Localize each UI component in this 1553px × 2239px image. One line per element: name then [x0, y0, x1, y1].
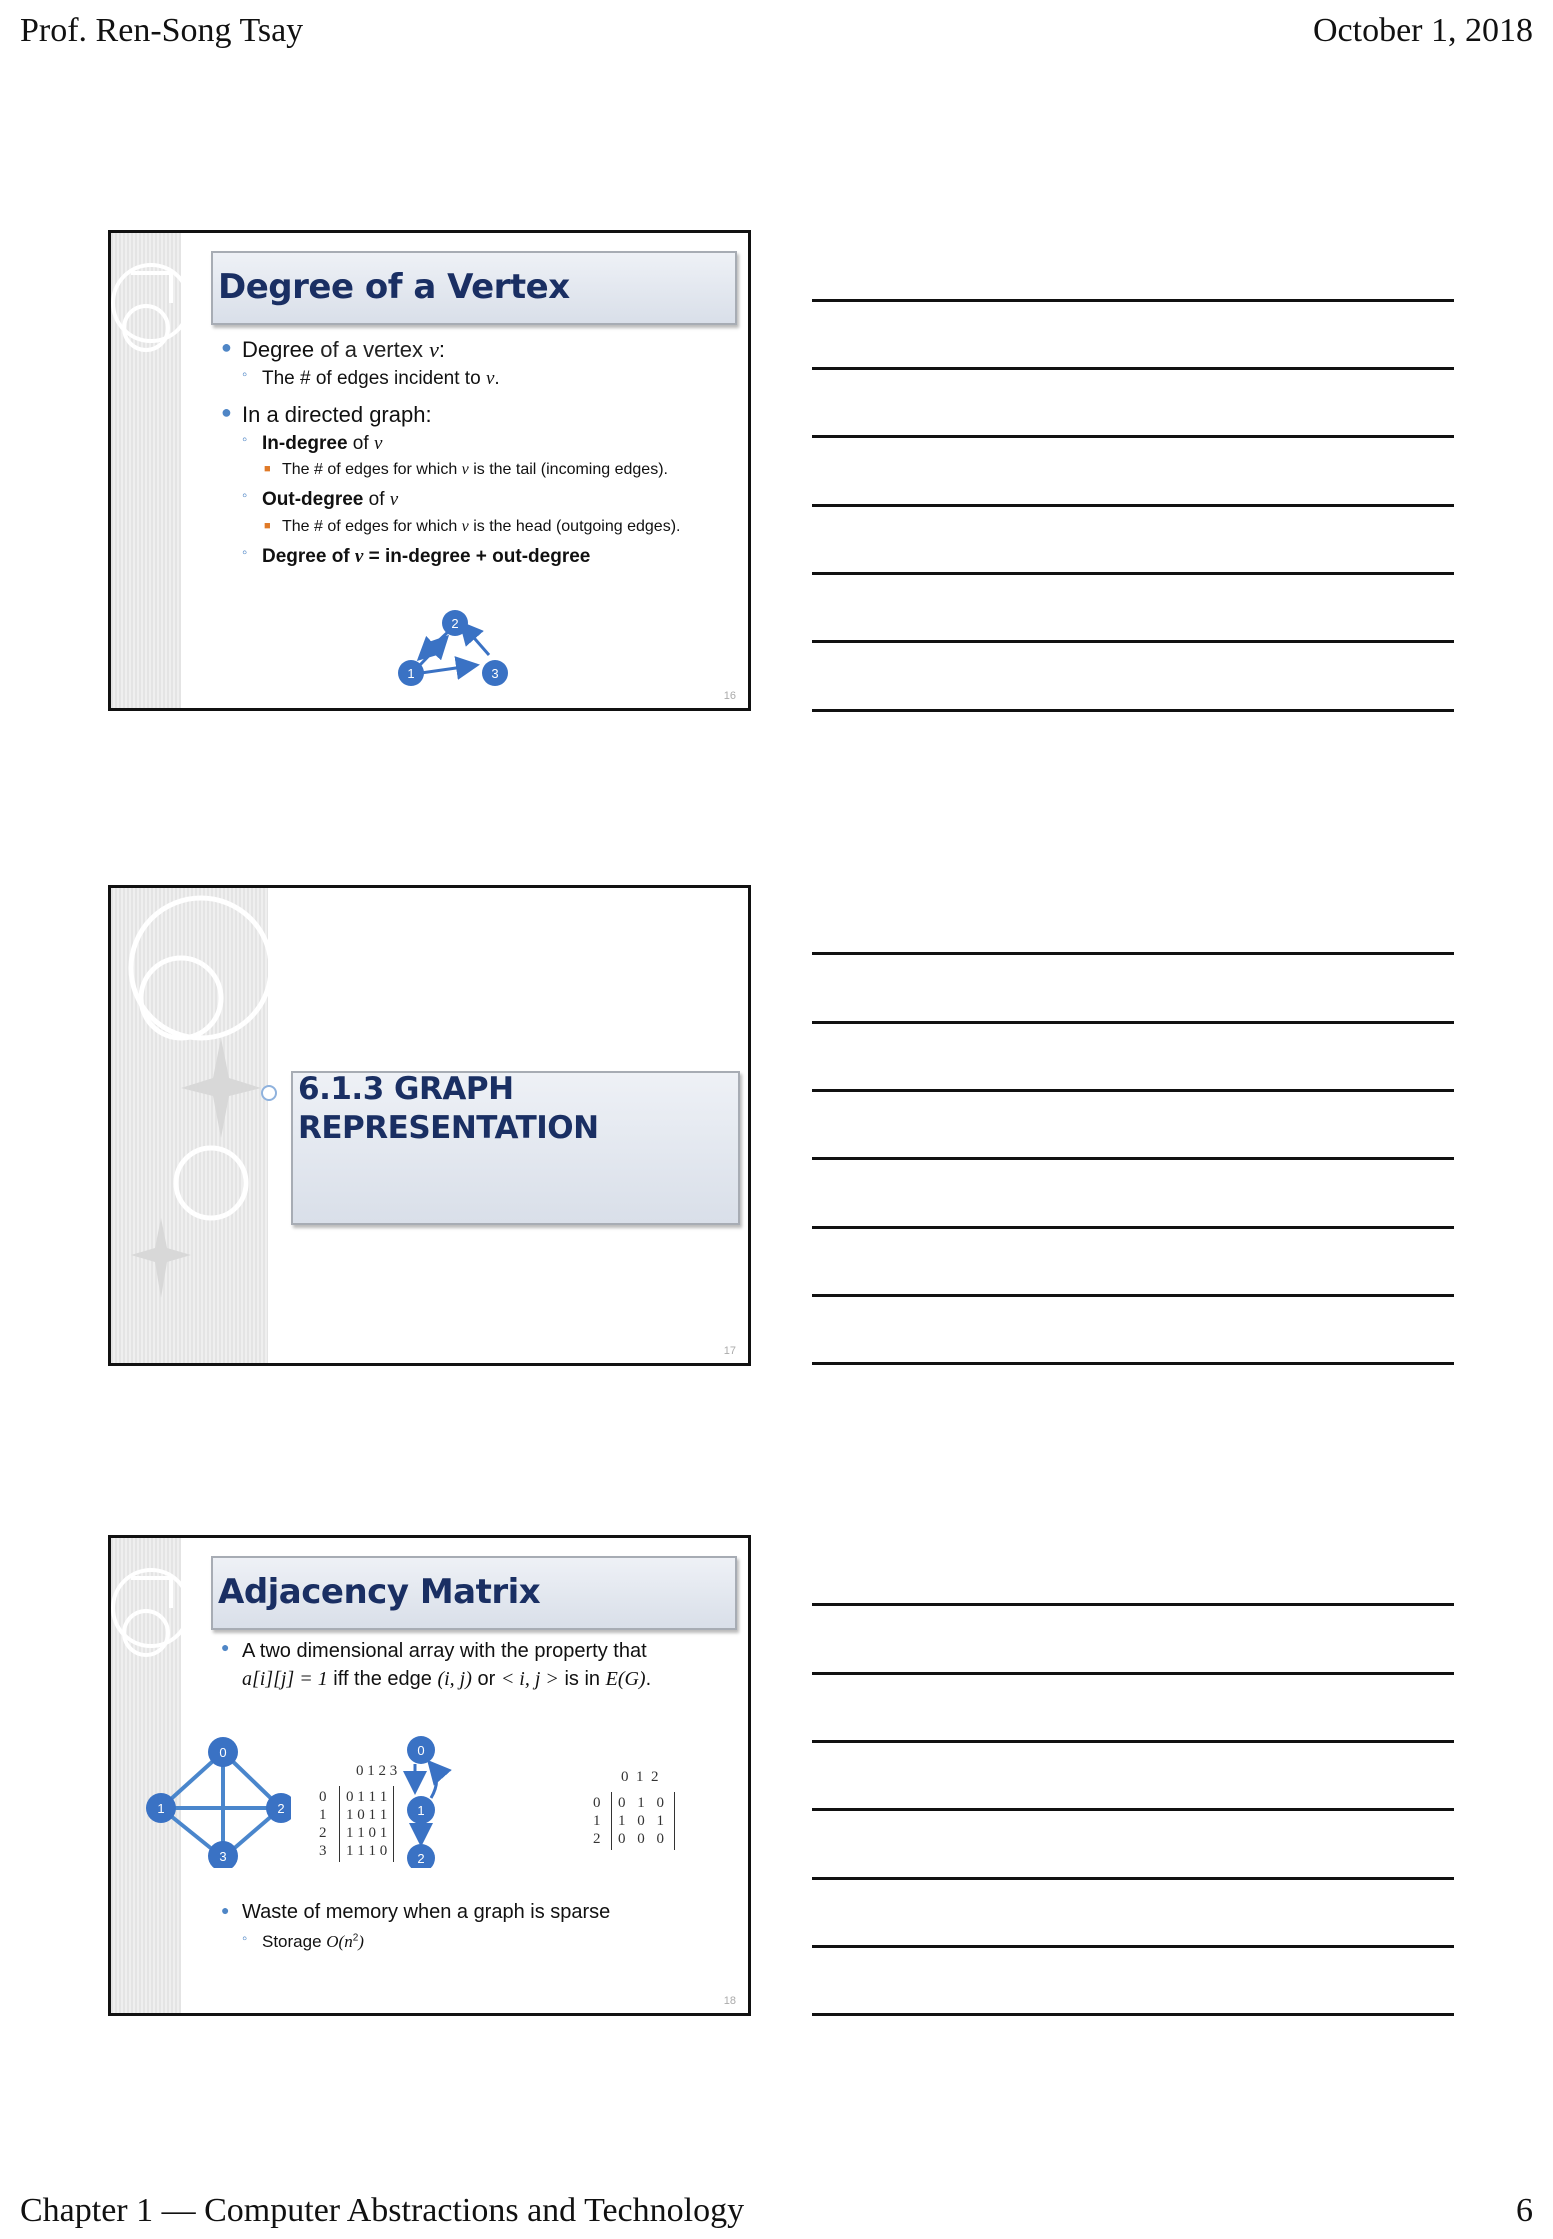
directed-graph-diagram [381, 593, 531, 693]
note-line [812, 1089, 1454, 1092]
directed-matrix: 0 1 0 1 0 1 0 0 0 [611, 1792, 675, 1850]
svg-text:2: 2 [277, 1801, 285, 1816]
graph-node [442, 610, 468, 636]
note-line [812, 1226, 1454, 1229]
undirected-graph-diagram [131, 1728, 291, 1868]
sub-bullet-icon: ◦ [242, 545, 248, 561]
graph-node [407, 1796, 435, 1824]
directed-graph-diagram [381, 1728, 461, 1868]
note-line [812, 435, 1454, 438]
slide-adjacency-matrix [108, 1535, 751, 2016]
in-degree-desc: The # of edges for which v is the tail (incoming edges). [282, 461, 668, 478]
directed-matrix-labels: 0 1 2 [593, 1795, 601, 1847]
sub-degree-sum: Degree of v = in-degree + out-degree [262, 546, 591, 567]
note-line [812, 504, 1454, 507]
header-date: October 1, 2018 [1312, 12, 1533, 49]
sub-in-degree: In-degree of v [262, 433, 383, 454]
slide-number: 18 [723, 1995, 736, 2007]
note-line [812, 1021, 1454, 1024]
sub-bullet-icon: ◦ [242, 1931, 248, 1947]
sub-sub-bullet-icon: ■ [264, 520, 271, 532]
bullet-icon: ● [221, 1641, 230, 1656]
section-title-line1: 6.1.3 GRAPH [298, 1071, 514, 1107]
svg-text:3: 3 [491, 666, 499, 681]
undirected-matrix-header: 0 1 2 3 [356, 1763, 398, 1779]
note-line [812, 640, 1454, 643]
note-line [812, 1157, 1454, 1160]
slide-title: Degree of a Vertex [218, 267, 570, 307]
undirected-matrix: 0 1 1 1 1 0 1 1 1 1 0 1 1 1 1 0 [339, 1786, 394, 1862]
svg-text:1: 1 [407, 666, 415, 681]
note-line [812, 367, 1454, 370]
footer-page-number: 6 [1516, 2192, 1533, 2229]
note-line [812, 572, 1454, 575]
note-line [812, 1362, 1454, 1365]
slide-decoration [111, 233, 181, 708]
graph-node [407, 1736, 435, 1764]
header-author: Prof. Ren-Song Tsay [20, 12, 304, 49]
bullet-degree: Degree of a vertex v: [242, 337, 445, 362]
svg-text:2: 2 [451, 616, 459, 631]
bullet-adjacency-def-line2: a[i][j] = 1 iff the edge (i, j) or < i, j > is in E(G). [242, 1668, 652, 1690]
note-line [812, 1603, 1454, 1606]
undirected-matrix-labels: 0 1 2 3 [319, 1789, 327, 1859]
svg-text:2: 2 [417, 1851, 425, 1866]
note-line [812, 1808, 1454, 1811]
svg-text:3: 3 [219, 1849, 227, 1864]
note-line [812, 709, 1454, 712]
svg-text:1: 1 [417, 1803, 425, 1818]
sub-bullet-icon: ◦ [242, 367, 248, 383]
slide-degree-of-vertex [108, 230, 751, 711]
slide-decoration [111, 888, 268, 1363]
sub-incident: The # of edges incident to v. [262, 368, 500, 389]
graph-node [407, 1844, 435, 1868]
graph-node [146, 1793, 176, 1823]
graph-node [482, 660, 508, 686]
slide-number: 17 [723, 1345, 736, 1357]
slide-number: 16 [723, 690, 736, 702]
bullet-waste-memory: Waste of memory when a graph is sparse [242, 1901, 611, 1923]
bullet-adjacency-def-line1: A two dimensional array with the property that [242, 1640, 647, 1662]
sub-out-degree: Out-degree of v [262, 489, 399, 510]
sub-bullet-icon: ◦ [242, 432, 248, 448]
note-line [812, 299, 1454, 302]
note-line [812, 1877, 1454, 1880]
directed-matrix-header: 0 1 2 [621, 1769, 659, 1785]
sub-sub-bullet-icon: ■ [264, 463, 271, 475]
note-line [812, 2013, 1454, 2016]
note-line [812, 1672, 1454, 1675]
footer-chapter: Chapter 1 — Computer Abstractions and Technology [20, 2192, 745, 2229]
slide-title: Adjacency Matrix [218, 1572, 541, 1612]
sub-storage: Storage $O(n^2)$ [262, 1932, 364, 1951]
svg-text:1: 1 [157, 1801, 165, 1816]
section-title-line2: REPRESENTATION [298, 1110, 599, 1146]
bullet-icon: ● [221, 1904, 230, 1919]
bullet-icon: ● [221, 402, 232, 422]
graph-node [208, 1737, 238, 1767]
note-line [812, 1945, 1454, 1948]
svg-text:0: 0 [219, 1745, 227, 1760]
sub-bullet-icon: ◦ [242, 488, 248, 504]
slide-graph-representation [108, 885, 751, 1366]
graph-node [208, 1841, 238, 1868]
graph-node [398, 660, 424, 686]
bullet-icon: ● [221, 337, 232, 357]
out-degree-desc: The # of edges for which v is the head (outgoing edges). [282, 518, 681, 535]
svg-text:0: 0 [417, 1743, 425, 1758]
bullet-directed: In a directed graph: [242, 402, 432, 427]
note-line [812, 952, 1454, 955]
note-line [812, 1740, 1454, 1743]
connector-dot [261, 1085, 277, 1101]
note-line [812, 1294, 1454, 1297]
